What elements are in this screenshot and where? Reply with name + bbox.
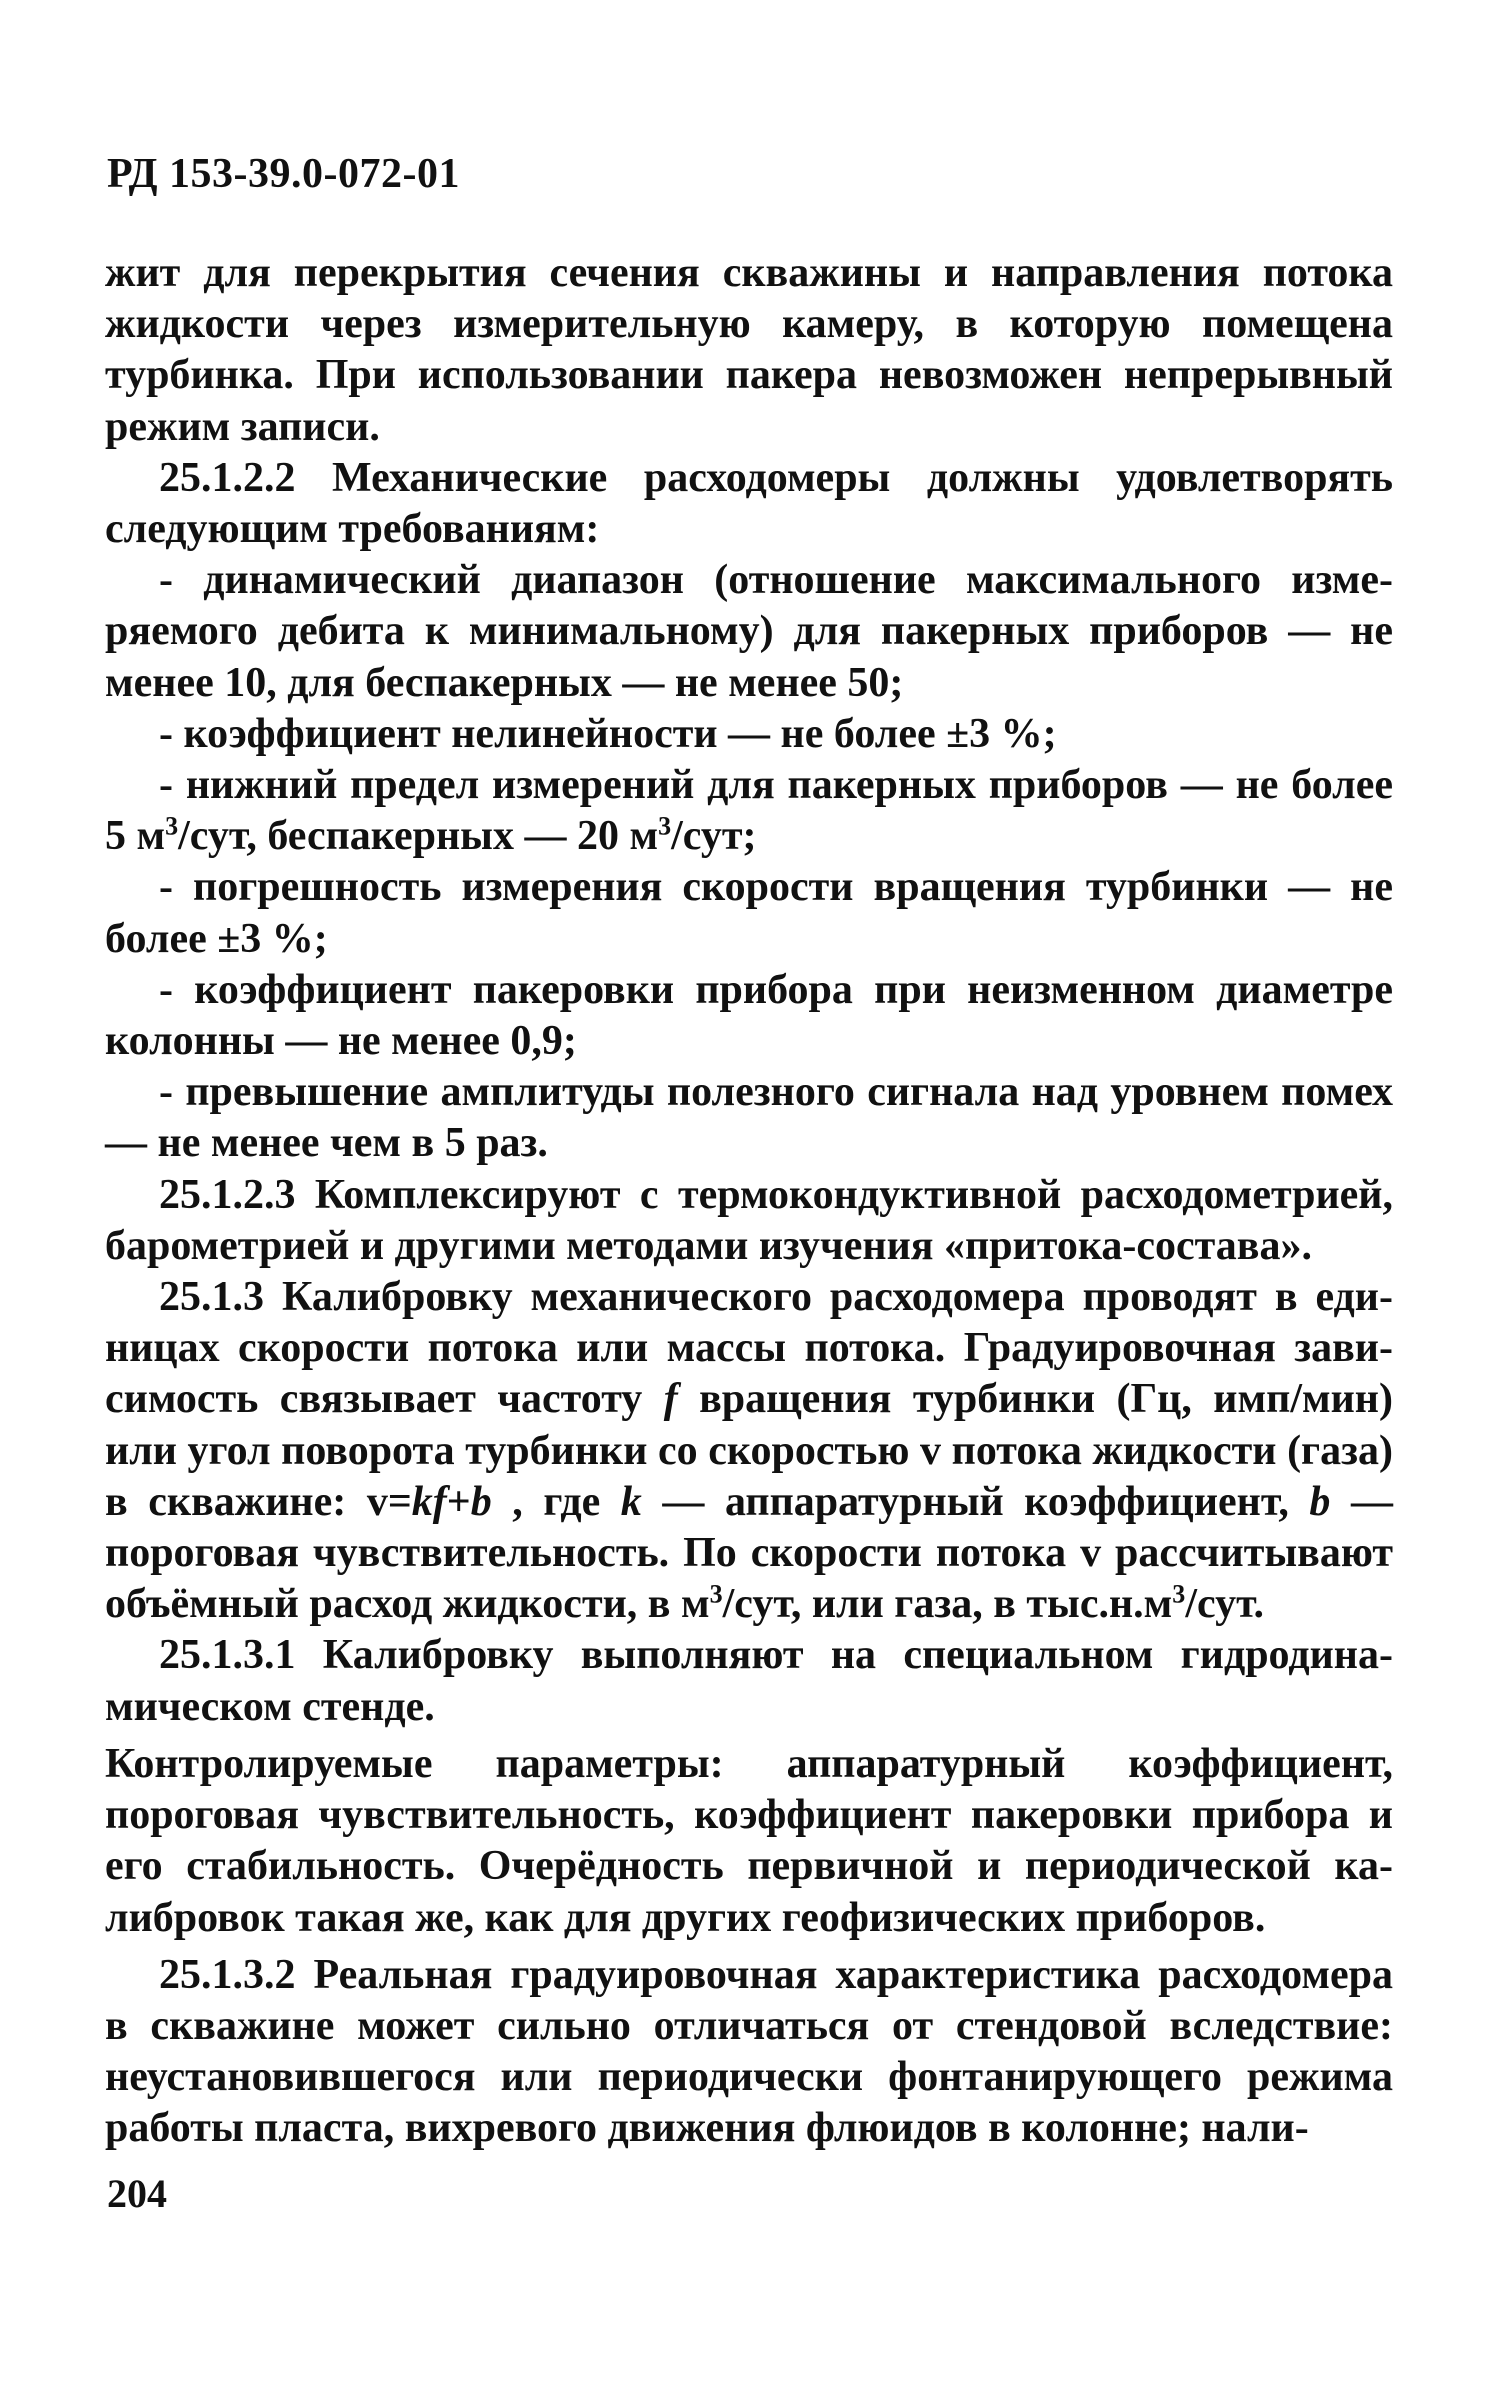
paragraph-p2: - динамический диапазон (отношение максимального измеряемого дебита к минимальному) для пакерных приборов — не менее 10, для беспакерных — не менее 50; [105, 557, 1393, 706]
body-text [105, 248, 1393, 2155]
paragraph-p5: - погрешность измерения скорости вращения турбинки — не более ±3 %; [105, 864, 1393, 962]
paragraph-p12: 25.1.3.2 Реальная градуировочная характеристика расходомера в скважине может сильно отличаться от стендовой вследствие: неустановившегося или периодически фонтанирующего режима работы пласта, вихревого движения флюидов в колонне; нали- [105, 1951, 1393, 2152]
paragraph-p7: - превышение амплитуды полезного сигнала над уровнем помех — не менее чем в 5 раз. [105, 1069, 1393, 1167]
document-code-header: РД 153-39.0-072-01 [107, 151, 461, 197]
page-number: 204 [107, 2171, 167, 2216]
paragraph-p11: Контролируемые параметры: аппаратурный коэффициент, пороговая чувствительность, коэффициент пакеровки прибора и его стабильность. Очерёдность первичной и периодической калибровок такая же, как для других геофизических приборов. [105, 1740, 1393, 1941]
paragraph-p9: 25.1.3 Калибровку механического расходомера проводят в единицах скорости потока или массы потока. Градуировочная зависимость связывает частоту f вращения турбинки (Гц, имп/мин) или угол поворота турбинки со скоростью v потока жидкости (газа) в скважине: v=kf+b , где k — аппаратурный коэффициент, b — пороговая чувствительность. По скорости потока v рассчитывают объёмный расход жидкости, в $м^3$/сут, или газа, в $тыс.н.м^3$/сут. [105, 1274, 1393, 1628]
paragraph-p8: 25.1.2.3 Комплексируют с термокондуктивной расходометрией, барометрией и другими методами изучения «притока-состава». [105, 1171, 1393, 1269]
paragraph-p4: - нижний предел измерений для пакерных приборов — не более 5 $м^3$/сут, беспакерных — 20 $м^3$/сут; [105, 762, 1393, 860]
paragraph-p3: - коэффициент нелинейности — не более ±3 %; [159, 710, 1057, 757]
paragraph-p6: - коэффициент пакеровки прибора при неизменном диаметре колонны — не менее 0,9; [105, 966, 1393, 1065]
paragraph-p10: 25.1.3.1 Калибровку выполняют на специальном гидродинамическом стенде. [105, 1632, 1393, 1730]
paragraph-p0: жит для перекрытия сечения скважины и направления потока жидкости через измерительную камеру, в которую помещена турбинка. При использовании пакера невозможен непрерывный режим записи. [105, 250, 1393, 450]
paragraph-p1: 25.1.2.2 Механические расходомеры должны удовлетворять следующим требованиям: [105, 454, 1393, 553]
